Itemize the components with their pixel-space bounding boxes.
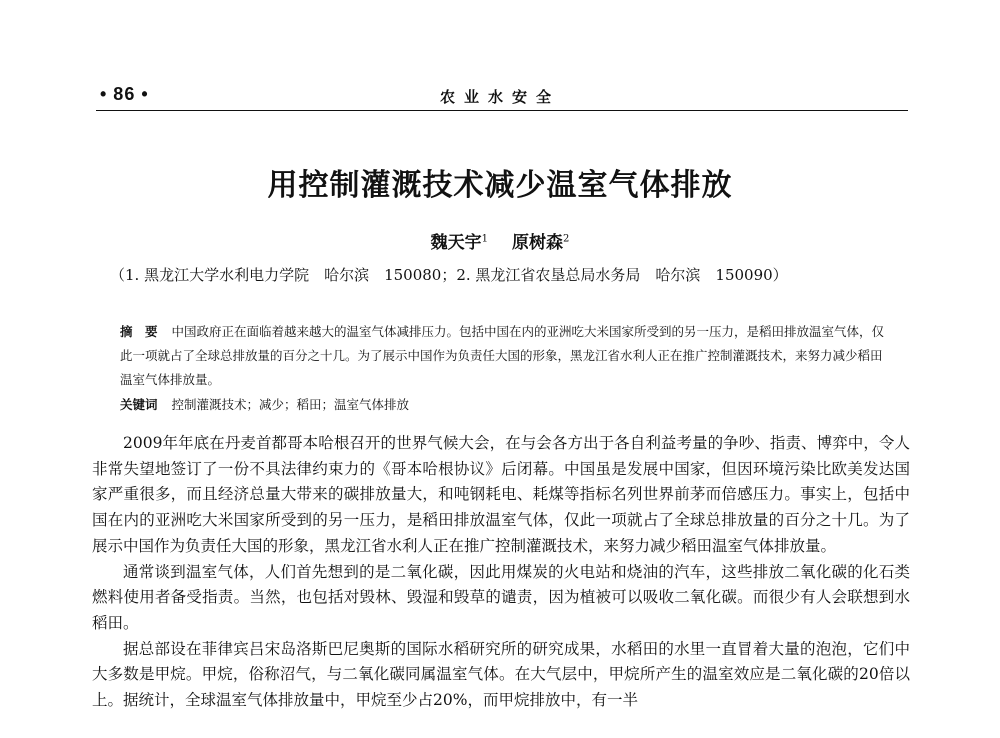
body-paragraph: 2009年年底在丹麦首都哥本哈根召开的世界气候大会，在与会各方出于各自利益考量的争吵、指责、博弈中，令人非常失望地签订了一份不具法律约束力的《哥本哈根协议》后闭幕。中国虽是发展中国家，但因环境污染比欧美发达国家严重很多，而且经济总量大带来的碳排放量大，和吨钢耗电、耗煤等指标名列世界前茅而倍感压力。事实上，包括中国在内的亚洲吃大米国家所受到的另一压力，是稻田排放温室气体，仅此一项就占了全球总排放量的百分之十几。为了展示中国作为负责任大国的形象，黑龙江省水利人正在推广控制灌溉技术，来努力减少稻田温室气体排放量。	[92, 434, 910, 555]
author-name: 原树森	[512, 233, 563, 253]
author-name: 魏天宇	[430, 233, 482, 253]
keywords-label: 关键词	[120, 397, 158, 412]
affiliation-line: （1. 黑龙江大学水利电力学院 哈尔滨 150080；2. 黑龙江省农垦总局水务局 哈尔滨 150090）	[110, 266, 788, 284]
page-number: • 86 •	[100, 84, 149, 104]
article-title: 用控制灌溉技术减少温室气体排放	[267, 168, 733, 203]
body-paragraph: 据总部设在菲律宾吕宋岛洛斯巴尼奥斯的国际水稻研究所的研究成果，水稻田的水里一直冒着大量的泡泡，它们中大多数是甲烷。甲烷，俗称沼气，与二氧化碳同属温室气体。在大气层中，甲烷所产生的温室效应是二氧化碳的20倍以上。据统计，全球温室气体排放量中，甲烷至少占20%，而甲烷排放中，有一半	[92, 639, 910, 710]
abstract-label: 摘 要	[120, 324, 158, 339]
abstract-text: 中国政府正在面临着越来越大的温室气体减排压力。包括中国在内的亚洲吃大米国家所受到的另一压力，是稻田排放温室气体，仅此一项就占了全球总排放量的百分之十几。为了展示中国作为负责任大国的形象，黑龙江省水利人正在推广控制灌溉技术，来努力减少稻田温室气体排放量。	[120, 324, 885, 387]
body-paragraph: 通常谈到温室气体，人们首先想到的是二氧化碳，因此用煤炭的火电站和烧油的汽车，这些排放二氧化碳的化石类燃料使用者备受指责。当然，也包括对毁林、毁湿和毁草的谴责，因为植被可以吸收二氧化碳。而很少有人会联想到水稻田。	[92, 562, 910, 632]
abstract-block	[120, 320, 890, 392]
header-rule	[96, 110, 908, 111]
keywords-text: 控制灌溉技术；减少；稻田；温室气体排放	[171, 397, 410, 412]
keywords-block	[120, 394, 890, 416]
author-affiliation-mark: 1	[481, 233, 488, 245]
author-list	[0, 228, 1000, 253]
body-text	[92, 431, 910, 714]
author-affiliation-mark: 2	[563, 233, 570, 245]
running-head: 农业水安全	[440, 88, 561, 106]
